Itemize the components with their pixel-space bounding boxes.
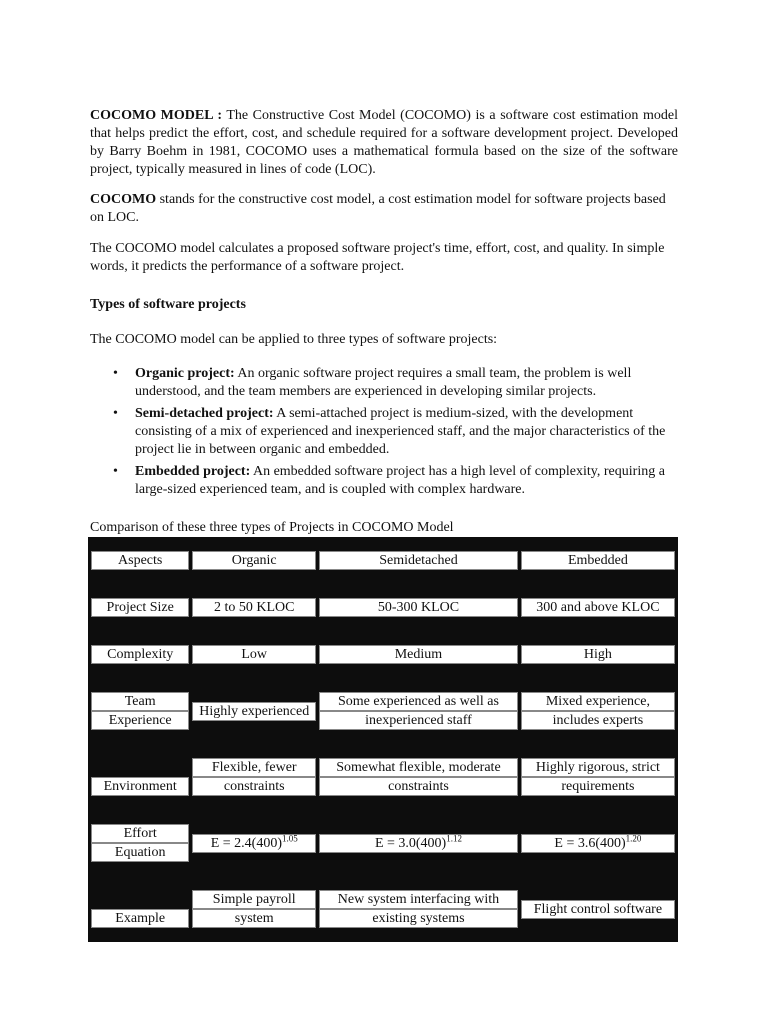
table-cell: Simple payroll: [192, 890, 316, 909]
table-cell: requirements: [521, 777, 675, 796]
table-cell: Equation: [91, 843, 189, 862]
table-cell: Medium: [319, 645, 518, 664]
table-cell: system: [192, 909, 316, 928]
bullet-icon: •: [113, 464, 118, 479]
table-cell: Some experienced as well as: [319, 692, 518, 711]
table-cell: existing systems: [319, 909, 518, 928]
table-cell: [521, 834, 675, 853]
header-semidetached: Semidetached: [319, 551, 518, 570]
table-caption: Comparison of these three types of Projects in COCOMO Model: [90, 520, 454, 535]
intro-paragraph-3: The COCOMO model calculates a proposed software project's time, effort, cost, and quality. In simple words, it predicts the performance of a software project.: [90, 241, 665, 274]
table-cell: 300 and above KLOC: [521, 598, 675, 617]
header-aspects: Aspects: [91, 551, 189, 570]
project-types-list: [90, 365, 678, 499]
table-row: [91, 758, 675, 796]
table-cell: Flexible, fewer: [192, 758, 316, 777]
table-cell: [319, 834, 518, 853]
equation-base: E = 3.0(400): [374, 835, 447, 851]
table-cell: Flight control software: [521, 900, 675, 919]
table-cell: Example: [91, 909, 189, 928]
equation-base: E = 3.6(400): [554, 835, 626, 851]
table-cell: Mixed experience,: [521, 692, 675, 711]
types-lead: The COCOMO model can be applied to three types of software projects:: [90, 332, 498, 347]
header-organic: Organic: [192, 551, 316, 570]
list-item-term: Semi-detached project:: [135, 406, 274, 421]
table-cell-blank: [91, 759, 189, 777]
intro-paragraph-2-text: stands for the constructive cost model, a cost estimation model for software projects based on LOC.: [90, 192, 666, 225]
table-cell: Complexity: [91, 645, 189, 664]
comparison-table: [88, 537, 678, 942]
table-cell: inexperienced staff: [319, 711, 518, 730]
table-cell: Project Size: [91, 598, 189, 617]
table-cell: High: [521, 645, 675, 664]
table-cell: Team: [91, 692, 189, 711]
list-item: [113, 463, 678, 499]
table-cell: Highly experienced: [192, 702, 316, 721]
table-cell: 50-300 KLOC: [319, 598, 518, 617]
table-cell: 2 to 50 KLOC: [192, 598, 316, 617]
list-item-term: Embedded project:: [135, 464, 251, 479]
header-embedded: Embedded: [521, 551, 675, 570]
list-item-desc: A semi-attached project is medium-sized, with the development consisting of a mix of experienced and inexperienced staff, and the major characteristics of the project lie in between organic and embedded.: [135, 406, 666, 457]
bullet-icon: •: [113, 366, 118, 381]
table-cell: Highly rigorous, strict: [521, 758, 675, 777]
list-item-term: Organic project:: [135, 366, 235, 381]
table-cell-blank: [91, 891, 189, 909]
bullet-icon: •: [113, 406, 118, 421]
table-cell: includes experts: [521, 711, 675, 730]
table-header-row: [91, 551, 675, 570]
table-cell: Somewhat flexible, moderate: [319, 758, 518, 777]
table-cell: Environment: [91, 777, 189, 796]
table-cell: constraints: [319, 777, 518, 796]
list-item: [113, 405, 678, 459]
list-item-desc: An embedded software project has a high level of complexity, requiring a large-sized experienced team, and is coupled with complex hardware.: [135, 464, 665, 497]
table-cell: New system interfacing with: [319, 890, 518, 909]
table-cell: constraints: [192, 777, 316, 796]
table-cell: [192, 834, 316, 853]
table-row: [91, 598, 675, 617]
table-cell: Effort: [91, 824, 189, 843]
list-item: [113, 365, 678, 401]
cocomo-model-label: COCOMO MODEL :: [90, 108, 223, 123]
intro-paragraph-1: [90, 107, 678, 179]
equation-exponent: 1.05: [281, 832, 298, 843]
table-row: [91, 824, 675, 862]
equation-exponent: 1.12: [446, 832, 462, 843]
table-row: [91, 692, 675, 730]
equation-base: E = 2.4(400): [210, 835, 282, 851]
intro-paragraph-1-text: The Constructive Cost Model (COCOMO) is a software cost estimation model that helps predict the effort, cost, and schedule required for a software development project. Developed by Barry Boehm in 1981, COCOMO uses a mathematical formula based on the size of the software project, typically measured in lines of code (LOC).: [90, 108, 678, 177]
document-body: [90, 107, 678, 942]
intro-paragraph-2: [90, 191, 678, 227]
equation-exponent: 1.20: [625, 832, 642, 843]
cocomo-label: COCOMO: [90, 192, 157, 207]
section-heading: Types of software projects: [90, 297, 246, 312]
table-row: [91, 645, 675, 664]
table-row: [91, 890, 675, 928]
table-cell: Low: [192, 645, 316, 664]
list-item-desc: An organic software project requires a small team, the problem is well understood, and the team members are experienced in developing similar projects.: [135, 366, 632, 399]
table-cell: Experience: [91, 711, 189, 730]
